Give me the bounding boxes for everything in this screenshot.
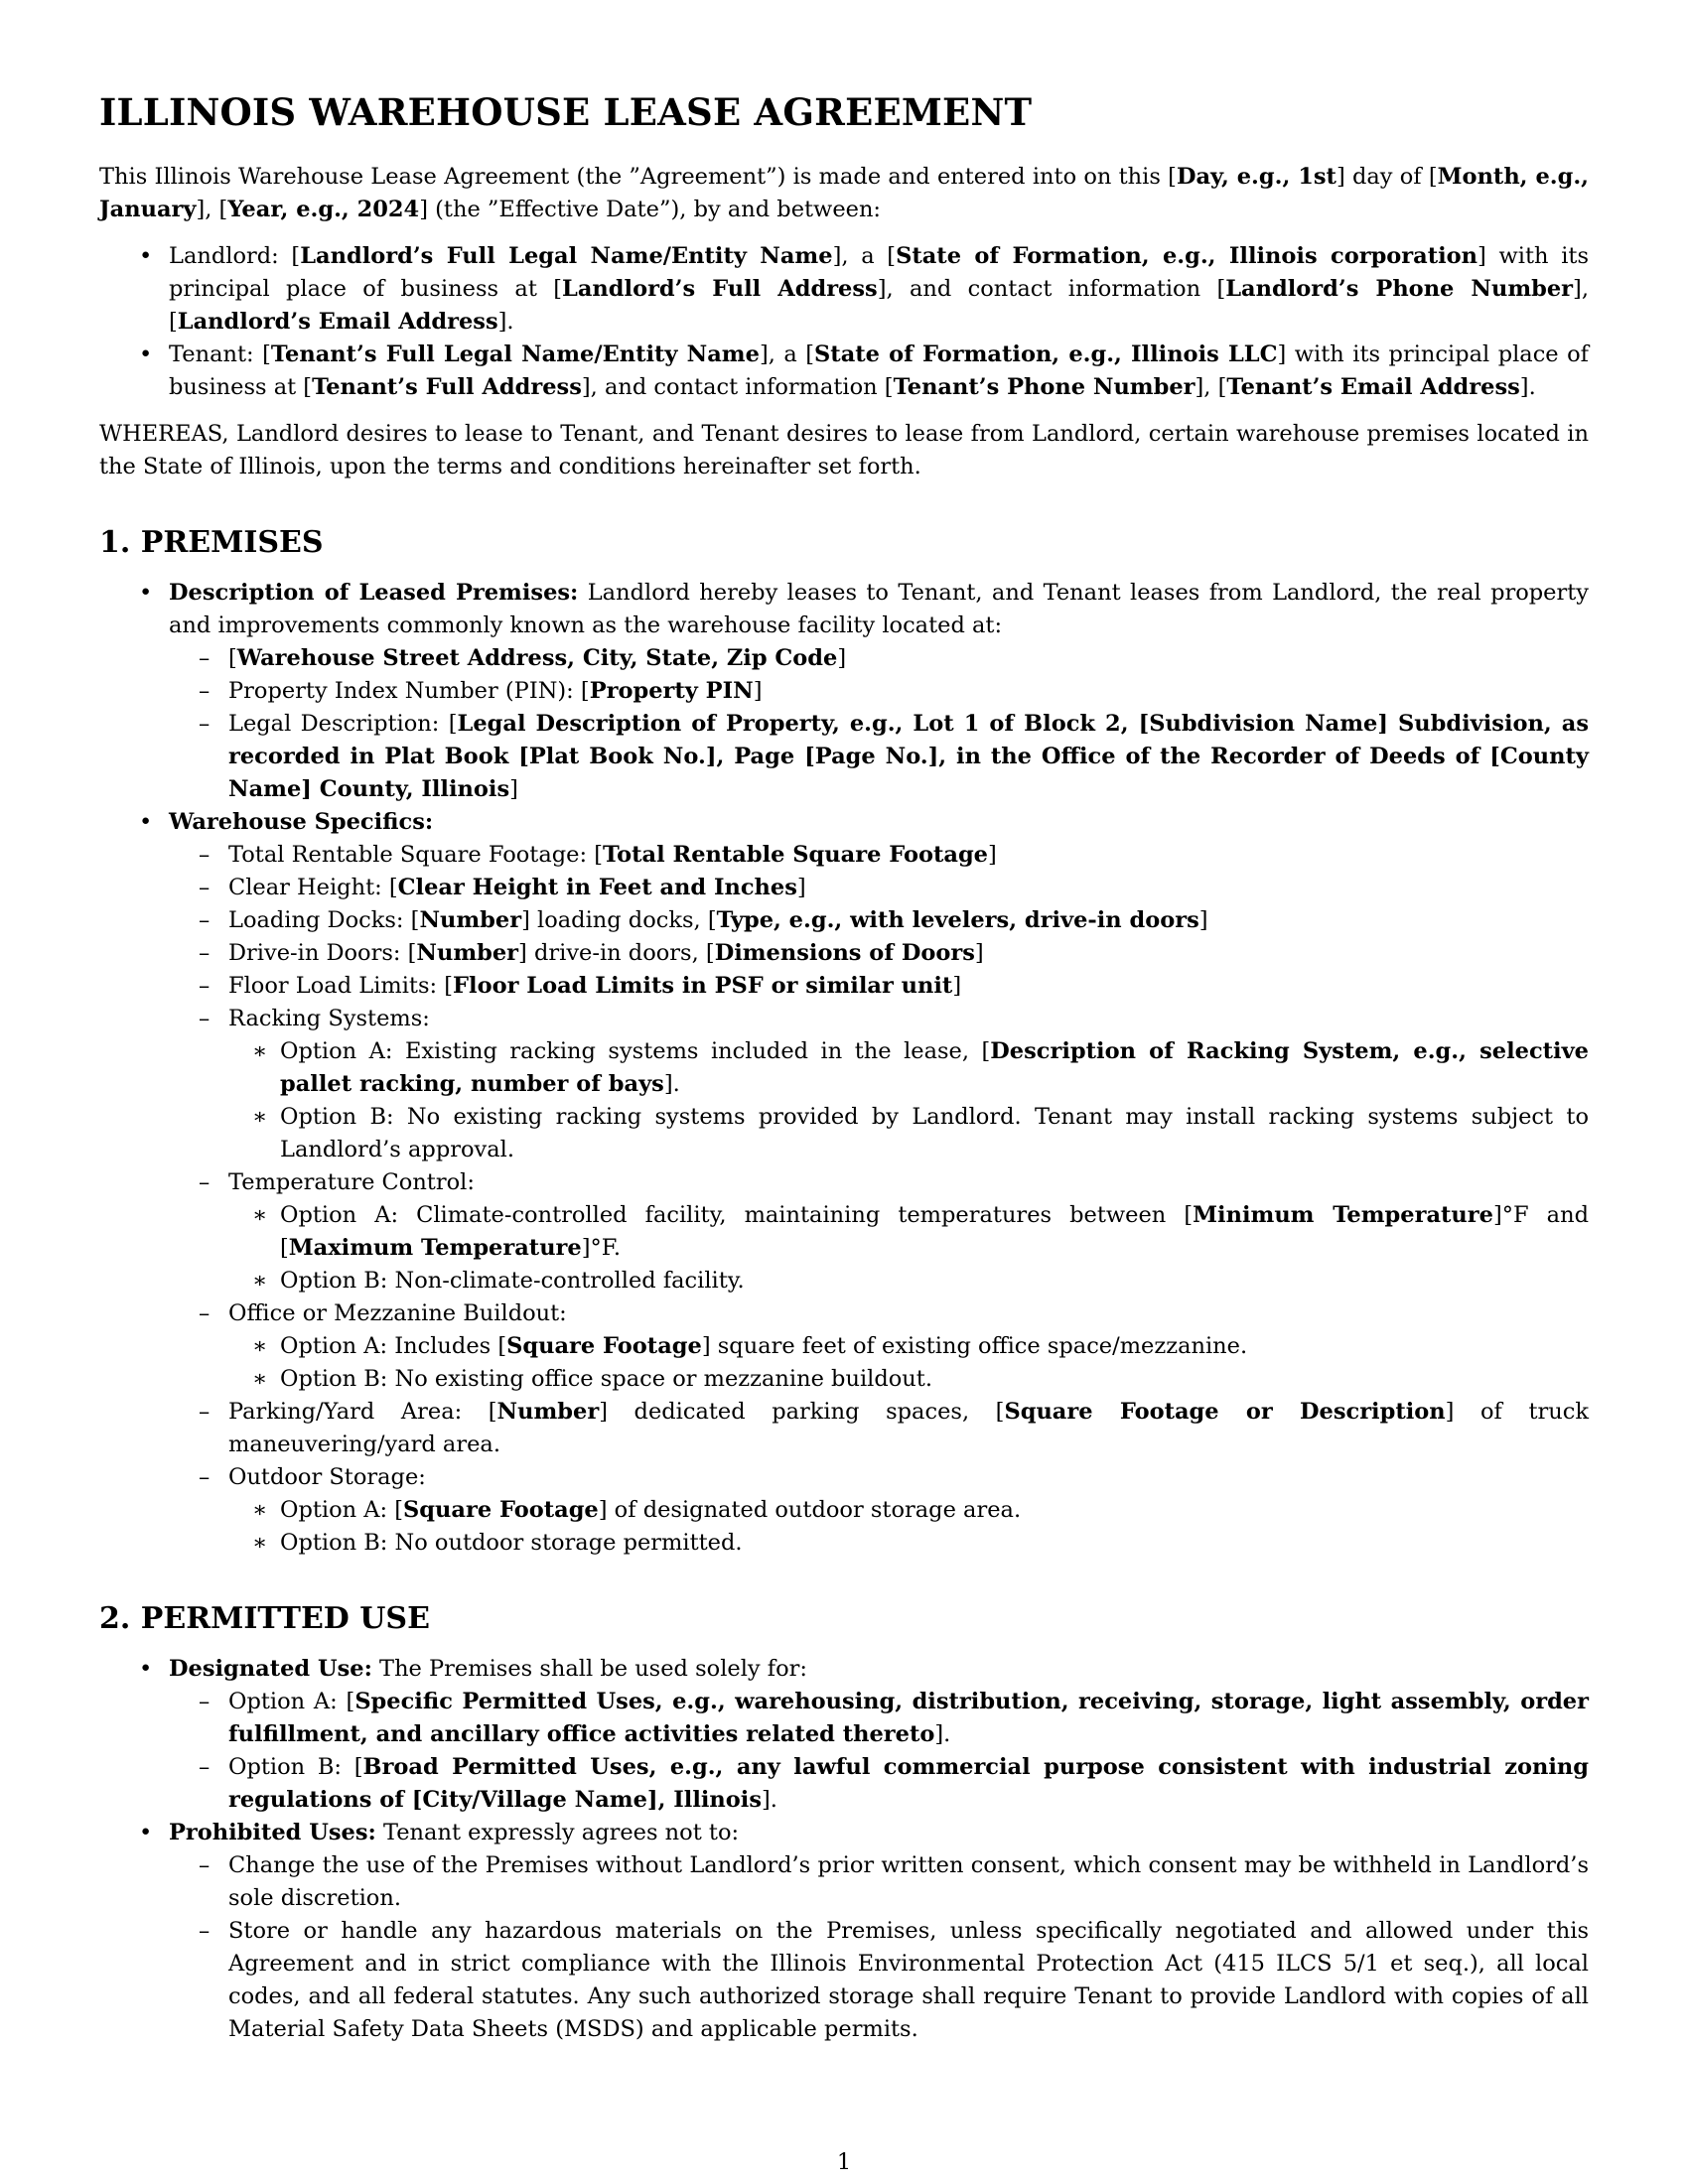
tenant-email-placeholder: Tenant’s Email Address — [1226, 374, 1520, 400]
office-option-b: ∗ Option B: No existing office space or mezzanine buildout. — [228, 1363, 1589, 1396]
tenant-name-placeholder: Tenant’s Full Legal Name/Entity Name — [270, 341, 760, 367]
day-placeholder: Day, e.g., 1st — [1176, 164, 1336, 190]
outdoor-option-a: ∗ Option A: [Square Footage] of designated outdoor storage area. — [228, 1494, 1589, 1527]
outdoor-storage-item — [169, 1461, 1589, 1560]
doors-number-placeholder: Number — [416, 940, 519, 966]
floor-load-item: – Floor Load Limits: [Floor Load Limits in PSF or similar unit] — [169, 970, 1589, 1003]
racking-item — [169, 1003, 1589, 1166]
tenant-address-placeholder: Tenant’s Full Address — [312, 374, 582, 400]
landlord-name-placeholder: Landlord’s Full Legal Name/Entity Name — [300, 243, 833, 269]
broad-uses-placeholder: Broad Permitted Uses, e.g., any lawful commercial purpose consistent with industrial zoning regulations of [City/Village Name], Illinois — [228, 1754, 1589, 1813]
landlord-phone-placeholder: Landlord’s Phone Number — [1225, 276, 1574, 302]
prohibited-uses-item — [99, 1817, 1589, 2046]
doors-dimensions-placeholder: Dimensions of Doors — [714, 940, 975, 966]
racking-option-a: ∗ Option A: Existing racking systems included in the lease, [Description of Racking System, e.g., selective pallet racking, number of bays]. — [228, 1035, 1589, 1101]
office-option-a: ∗ Option A: Includes [Square Footage] square feet of existing office space/mezzanine. — [228, 1330, 1589, 1363]
party-text: ] with its principal place of business at [ — [169, 341, 1589, 400]
premises-list — [99, 577, 1589, 1560]
racking-label: Racking Systems: — [228, 1006, 430, 1031]
specifics-list — [169, 839, 1589, 1560]
intro-text: ] day of [ — [1336, 164, 1438, 190]
pin-item: – Property Index Number (PIN): [Property PIN] — [169, 675, 1589, 708]
temperature-label: Temperature Control: — [228, 1169, 475, 1195]
party-text: ], and contact information [ — [877, 276, 1226, 302]
outdoor-label: Outdoor Storage: — [228, 1464, 426, 1490]
parties-list — [99, 240, 1589, 404]
party-text: ]. — [497, 309, 514, 335]
tenant-state-placeholder: State of Formation, e.g., Illinois LLC — [814, 341, 1278, 367]
intro-paragraph — [99, 161, 1589, 226]
description-label: Description of Leased Premises: — [169, 580, 579, 606]
legal-description-item: – Legal Description: [Legal Description of Property, e.g., Lot 1 of Block 2, [Subdivision Name] Subdivision, as recorded in Plat Book [Plat Book No.], Page [Page No.], in the Office of the Recorder of Deeds of [County Name] County, Illinois] — [169, 708, 1589, 806]
temperature-option-b: ∗ Option B: Non-climate-controlled facility. — [228, 1265, 1589, 1297]
legal-description-placeholder: Legal Description of Property, e.g., Lot 1 of Block 2, [Subdivision Name] Subdivision, as recorded in Plat Book [Plat Book No.], Page [Page No.], in the Office of the Recorder of Deeds of [County Name] County, Illinois — [228, 711, 1589, 802]
parking-number-placeholder: Number — [496, 1399, 600, 1425]
prohibited-uses-label: Prohibited Uses: — [169, 1820, 376, 1845]
prohibited-uses-list — [169, 1849, 1589, 2046]
intro-text: ] (the ”Effective Date”), by and between: — [419, 197, 882, 222]
party-text: ], a [ — [759, 341, 815, 367]
office-options — [228, 1330, 1589, 1396]
location-list — [169, 642, 1589, 806]
office-label: Office or Mezzanine Buildout: — [228, 1300, 567, 1326]
docks-number-placeholder: Number — [419, 907, 522, 933]
sqft-placeholder: Total Rentable Square Footage — [603, 842, 988, 868]
drive-in-doors-item: – Drive-in Doors: [Number] drive-in doors, [Dimensions of Doors] — [169, 937, 1589, 970]
address-item: – [Warehouse Street Address, City, State, Zip Code] — [169, 642, 1589, 675]
specific-uses-placeholder: Specific Permitted Uses, e.g., warehousing, distribution, receiving, storage, light assembly, order fulfillment, and ancillary office activities related thereto — [228, 1689, 1589, 1747]
racking-options — [228, 1035, 1589, 1166]
landlord-item — [99, 240, 1589, 339]
party-text: ], [ — [169, 276, 1589, 335]
parking-item: – Parking/Yard Area: [Number] dedicated parking spaces, [Square Footage or Description] of truck maneuvering/yard area. — [169, 1396, 1589, 1461]
loading-docks-item: – Loading Docks: [Number] loading docks, [Type, e.g., with levelers, drive-in doors] — [169, 904, 1589, 937]
min-temp-placeholder: Minimum Temperature — [1193, 1202, 1493, 1228]
use-option-a: – Option A: [Specific Permitted Uses, e.g., warehousing, distribution, receiving, storage, light assembly, order fulfillment, and ancillary office activities related thereto]. — [169, 1686, 1589, 1751]
outdoor-options — [228, 1494, 1589, 1560]
page-number: 1 — [836, 2149, 852, 2175]
temperature-item — [169, 1166, 1589, 1297]
designated-use-label: Designated Use: — [169, 1656, 372, 1682]
description-text: Landlord hereby leases to Tenant, and Tenant leases from Landlord, the real property and improvements commonly known as the warehouse facility located at: — [169, 580, 1589, 638]
temperature-option-a: ∗ Option A: Climate-controlled facility, maintaining temperatures between [Minimum Temperature]°F and [Maximum Temperature]°F. — [228, 1199, 1589, 1265]
whereas-paragraph: WHEREAS, Landlord desires to lease to Tenant, and Tenant desires to lease from Landlord, certain warehouse premises located in the State of Illinois, upon the terms and conditions hereinafter set forth. — [99, 421, 1589, 479]
tenant-phone-placeholder: Tenant’s Phone Number — [893, 374, 1196, 400]
outdoor-option-b: ∗ Option B: No outdoor storage permitted. — [228, 1527, 1589, 1560]
temperature-options — [228, 1199, 1589, 1297]
tenant-item — [99, 339, 1589, 404]
clear-height-placeholder: Clear Height in Feet and Inches — [397, 875, 797, 900]
prohibited-use-2: – Store or handle any hazardous materials on the Premises, unless specifically negotiated and allowed under this Agreement and in strict compliance with the Illinois Environmental Protection Act (415 ILCS 5/1 et seq.), all local codes, and all federal statutes. Any such authorized storage shall require Tenant to provide Landlord with copies of all Material Safety Data Sheets (MSDS) and applicable permits. — [169, 1915, 1589, 2046]
office-item — [169, 1297, 1589, 1396]
specifics-item — [99, 806, 1589, 1560]
section-1-heading: 1. PREMISES — [99, 525, 324, 560]
outdoor-sqft-placeholder: Square Footage — [403, 1497, 599, 1523]
docks-type-placeholder: Type, e.g., with levelers, drive-in doors — [716, 907, 1199, 933]
party-text: Tenant: [ — [169, 341, 271, 367]
yard-area-placeholder: Square Footage or Description — [1004, 1399, 1446, 1425]
permitted-use-list — [99, 1653, 1589, 2046]
racking-placeholder: Description of Racking System, e.g., selective pallet racking, number of bays — [280, 1038, 1589, 1097]
prohibited-uses-text: Tenant expressly agrees not to: — [375, 1820, 740, 1845]
month-placeholder: Month, e.g., January — [99, 164, 1589, 222]
landlord-email-placeholder: Landlord’s Email Address — [177, 309, 498, 335]
office-sqft-placeholder: Square Footage — [506, 1333, 702, 1359]
landlord-address-placeholder: Landlord’s Full Address — [562, 276, 878, 302]
pin-placeholder: Property PIN — [589, 678, 754, 704]
party-text: ], [ — [1195, 374, 1227, 400]
specifics-label: Warehouse Specifics: — [169, 809, 434, 835]
party-text: ] with its principal place of business at [ — [169, 243, 1589, 302]
document-page — [99, 89, 1589, 2046]
party-text: Landlord: [ — [169, 243, 301, 269]
party-text: ], a [ — [832, 243, 897, 269]
prohibited-use-1: – Change the use of the Premises without Landlord’s prior written consent, which consent may be withheld in Landlord’s sole discretion. — [169, 1849, 1589, 1915]
designated-use-item — [99, 1653, 1589, 1817]
description-item — [99, 577, 1589, 806]
racking-option-b: ∗ Option B: No existing racking systems provided by Landlord. Tenant may install racking systems subject to Landlord’s approval. — [228, 1101, 1589, 1166]
address-placeholder: Warehouse Street Address, City, State, Zip Code — [236, 645, 838, 671]
intro-text: This Illinois Warehouse Lease Agreement (the ”Agreement”) is made and entered into on this [ — [99, 164, 1177, 190]
designated-use-text: The Premises shall be used solely for: — [371, 1656, 807, 1682]
party-text: ]. — [1519, 374, 1536, 400]
clear-height-item: – Clear Height: [Clear Height in Feet and Inches] — [169, 872, 1589, 904]
document-title: ILLINOIS WAREHOUSE LEASE AGREEMENT — [99, 90, 1033, 134]
use-option-b: – Option B: [Broad Permitted Uses, e.g., any lawful commercial purpose consistent with industrial zoning regulations of [City/Village Name], Illinois]. — [169, 1751, 1589, 1817]
floor-load-placeholder: Floor Load Limits in PSF or similar unit — [453, 973, 953, 999]
party-text: ], and contact information [ — [581, 374, 894, 400]
year-placeholder: Year, e.g., 2024 — [227, 197, 420, 222]
section-2-heading: 2. PERMITTED USE — [99, 1601, 430, 1636]
landlord-state-placeholder: State of Formation, e.g., Illinois corporation — [896, 243, 1478, 269]
max-temp-placeholder: Maximum Temperature — [288, 1235, 582, 1261]
sqft-item: – Total Rentable Square Footage: [Total Rentable Square Footage] — [169, 839, 1589, 872]
intro-text: ], [ — [196, 197, 228, 222]
designated-use-options — [169, 1686, 1589, 1817]
